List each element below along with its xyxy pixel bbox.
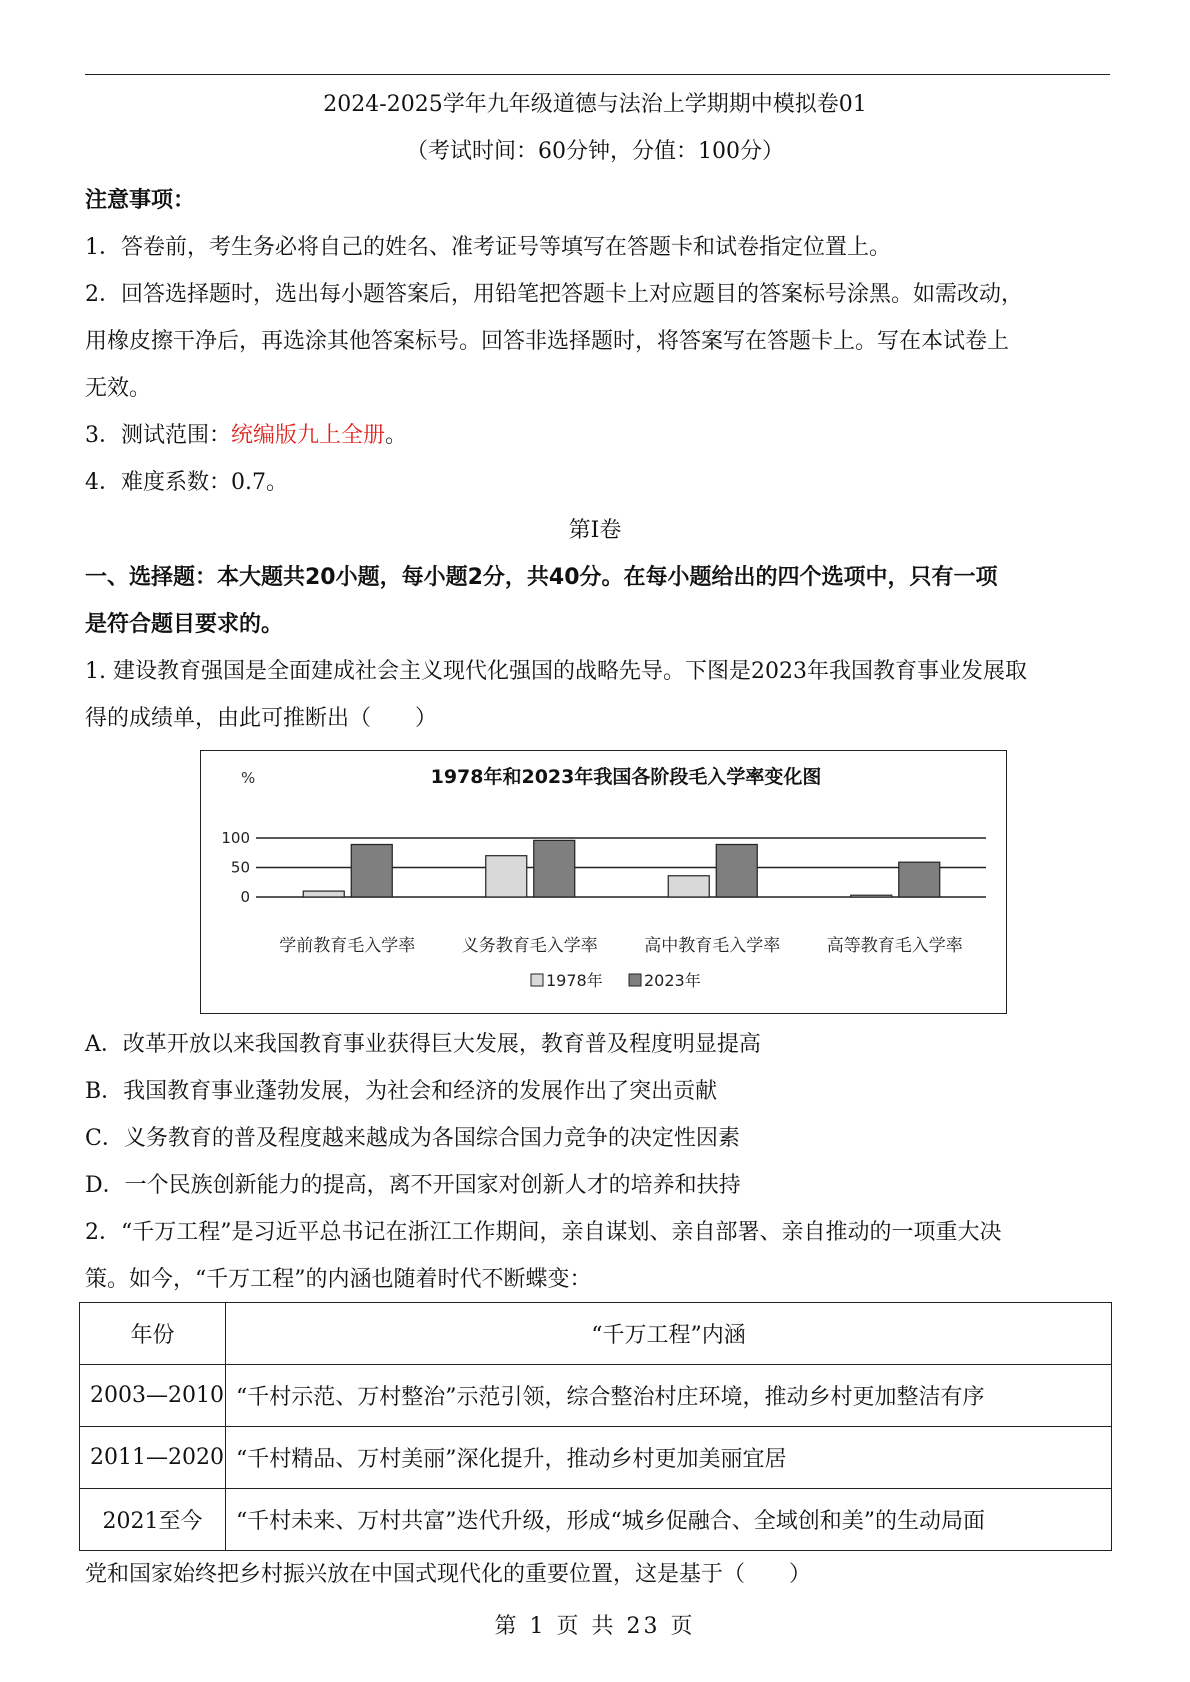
chart-bar-1978 bbox=[486, 856, 527, 897]
enrollment-chart-svg bbox=[201, 751, 1006, 1013]
q2-stem-line-2: 策。如今，“千万工程”的内涵也随着时代不断蝶变： bbox=[85, 1267, 592, 1292]
notes-item-3-suffix: 。 bbox=[385, 423, 408, 448]
q2-stem-line-1: 2．“千万工程”是习近平总书记在浙江工作期间，亲自谋划、亲自部署、亲自推动的一项重大决 bbox=[85, 1220, 1002, 1245]
q1-stem-line-1: 1. 建设教育强国是全面建成社会主义现代化强国的战略先导。下图是2023年我国教育事业发展取 bbox=[85, 659, 1027, 684]
q2-after-text: 党和国家始终把乡村振兴放在中国式现代化的重要位置，这是基于（ ） bbox=[85, 1562, 812, 1587]
exam-title: 2024-2025学年九年级道德与法治上学期期中模拟卷01 bbox=[323, 92, 867, 117]
q1-stem-line-2: 得的成绩单，由此可推断出（ ） bbox=[85, 706, 438, 731]
chart-category-label: 高等教育毛入学率 bbox=[826, 936, 963, 956]
table-cell-year: 2021至今 bbox=[80, 1489, 226, 1551]
chart-y-tick-label: 100 bbox=[221, 829, 250, 847]
notes-item-3-prefix: 3．测试范围： bbox=[85, 423, 231, 448]
chart-legend-label: 1978年 bbox=[546, 971, 603, 990]
chart-category-label: 义务教育毛入学率 bbox=[461, 936, 598, 956]
table-header-year: 年份 bbox=[80, 1303, 226, 1365]
q1-option-c: C．义务教育的普及程度越来越成为各国综合国力竞争的决定性因素 bbox=[85, 1126, 740, 1151]
table-header-content: “千万工程”内涵 bbox=[226, 1303, 1112, 1365]
exam-subtitle: （考试时间：60分钟，分值：100分） bbox=[406, 139, 784, 164]
page-footer: 第 1 页 共 23 页 bbox=[494, 1614, 696, 1639]
chart-legend-label: 2023年 bbox=[644, 971, 701, 990]
chart-bar-2023 bbox=[351, 844, 392, 897]
volume-title: 第Ⅰ卷 bbox=[568, 518, 622, 543]
notes-item-3 bbox=[85, 421, 1115, 451]
section-heading-line-1: 一、选择题：本大题共20小题，每小题2分，共40分。在每小题给出的四个选项中，只有一项 bbox=[85, 565, 998, 590]
notes-heading: 注意事项： bbox=[85, 188, 196, 213]
chart-title: 1978年和2023年我国各阶段毛入学率变化图 bbox=[430, 766, 822, 788]
table-cell-content: “千村示范、万村整治”示范引领，综合整治村庄环境，推动乡村更加整洁有序 bbox=[226, 1365, 1112, 1427]
chart-legend-swatch bbox=[629, 974, 641, 986]
enrollment-chart bbox=[200, 750, 1007, 1014]
table-header-row bbox=[80, 1303, 1112, 1365]
notes-item-2-line-3: 无效。 bbox=[85, 376, 152, 401]
chart-category-label: 学前教育毛入学率 bbox=[279, 936, 416, 956]
section-heading-line-2: 是符合题目要求的。 bbox=[85, 612, 284, 637]
chart-bar-2023 bbox=[534, 840, 575, 897]
chart-y-unit: % bbox=[241, 769, 256, 787]
chart-y-tick-label: 50 bbox=[230, 858, 250, 877]
notes-item-4: 4．难度系数：0.7。 bbox=[85, 470, 288, 495]
chart-legend-swatch bbox=[531, 974, 543, 986]
qianwan-table bbox=[79, 1302, 1112, 1551]
table-row bbox=[80, 1489, 1112, 1551]
test-scope: 统编版九上全册 bbox=[231, 423, 386, 448]
table-cell-year: 2003—2010 bbox=[80, 1365, 226, 1427]
table-cell-content: “千村精品、万村美丽”深化提升，推动乡村更加美丽宜居 bbox=[226, 1427, 1112, 1489]
table-cell-content: “千村未来、万村共富”迭代升级，形成“城乡促融合、全域创和美”的生动局面 bbox=[226, 1489, 1112, 1551]
chart-bar-2023 bbox=[716, 844, 757, 897]
chart-category-label: 高中教育毛入学率 bbox=[644, 936, 781, 956]
chart-bar-1978 bbox=[303, 891, 344, 897]
q1-option-a: A．改革开放以来我国教育事业获得巨大发展，教育普及程度明显提高 bbox=[85, 1032, 761, 1057]
chart-y-tick-label: 0 bbox=[240, 888, 250, 906]
table-row bbox=[80, 1427, 1112, 1489]
notes-item-2-line-2: 用橡皮擦干净后，再选涂其他答案标号。回答非选择题时，将答案写在答题卡上。写在本试卷上 bbox=[85, 329, 1010, 354]
chart-bar-1978 bbox=[668, 876, 709, 897]
q1-option-d: D．一个民族创新能力的提高，离不开国家对创新人才的培养和扶持 bbox=[85, 1173, 741, 1198]
chart-bar-1978 bbox=[851, 895, 892, 897]
notes-item-2-line-1: 2．回答选择题时，选出每小题答案后，用铅笔把答题卡上对应题目的答案标号涂黑。如需改动， bbox=[85, 282, 1024, 307]
table-row bbox=[80, 1365, 1112, 1427]
header-rule bbox=[85, 74, 1110, 75]
table-cell-year: 2011—2020 bbox=[80, 1427, 226, 1489]
notes-item-1: 1．答卷前，考生务必将自己的姓名、准考证号等填写在答题卡和试卷指定位置上。 bbox=[85, 235, 891, 260]
chart-bar-2023 bbox=[899, 862, 940, 897]
q1-option-b: B．我国教育事业蓬勃发展，为社会和经济的发展作出了突出贡献 bbox=[85, 1079, 718, 1104]
